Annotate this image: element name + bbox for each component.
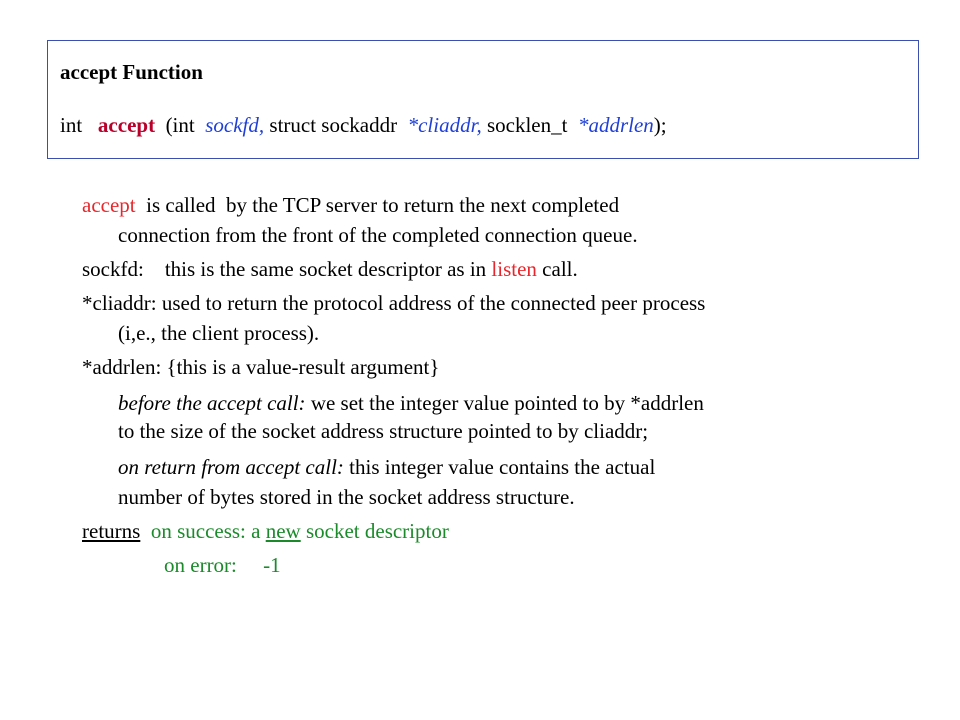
para-accept-desc-line2: connection from the front of the completed connection queue. <box>118 223 638 247</box>
function-signature-box <box>47 40 919 159</box>
sig-param-addrlen: *addrlen <box>577 113 654 137</box>
para-cliaddr-line2: (i,e., the client process). <box>118 321 320 345</box>
sig-int: int <box>60 113 98 137</box>
on-return-rest: this integer value contains the actual <box>343 455 656 479</box>
keyword-accept: accept <box>82 193 136 217</box>
returns-label: returns <box>82 519 141 543</box>
sig-open: (int <box>155 113 206 137</box>
sig-mid1: struct sockaddr <box>264 113 408 137</box>
para-on-return <box>118 454 655 480</box>
before-call-label: before the accept call: <box>118 391 306 415</box>
para-before-call <box>118 390 704 416</box>
para-addrlen: *addrlen: {this is a value-result argument} <box>82 355 440 379</box>
sig-function-name: accept <box>97 113 156 137</box>
sig-param-cliaddr: *cliaddr, <box>407 113 482 137</box>
para-returns <box>82 518 449 544</box>
para-on-error: on error: -1 <box>164 553 281 577</box>
para-sockfd-start: sockfd: this is the same socket descriptor as in <box>82 257 492 281</box>
returns-new: new <box>265 519 301 543</box>
para-cliaddr: *cliaddr: used to return the protocol address of the connected peer process <box>82 291 706 315</box>
sig-param-sockfd: sockfd, <box>205 113 265 137</box>
returns-success-b: socket descriptor <box>300 519 449 543</box>
before-call-rest: we set the integer value pointed to by *addrlen <box>305 391 704 415</box>
para-sockfd <box>82 256 578 282</box>
para-accept-desc <box>82 192 619 218</box>
para-sockfd-end: call. <box>536 257 578 281</box>
function-title: accept Function <box>60 60 203 84</box>
returns-success-a: on success: a <box>140 519 266 543</box>
para-on-return-line2: number of bytes stored in the socket address structure. <box>118 485 575 509</box>
keyword-listen: listen <box>491 257 537 281</box>
on-return-label: on return from accept call: <box>118 455 344 479</box>
sig-mid2: socklen_t <box>481 113 578 137</box>
para-before-call-line2: to the size of the socket address structure pointed to by cliaddr; <box>118 419 649 443</box>
para-accept-desc-rest: is called by the TCP server to return the next completed <box>135 193 620 217</box>
function-signature <box>60 113 667 138</box>
sig-close: ); <box>653 113 667 137</box>
